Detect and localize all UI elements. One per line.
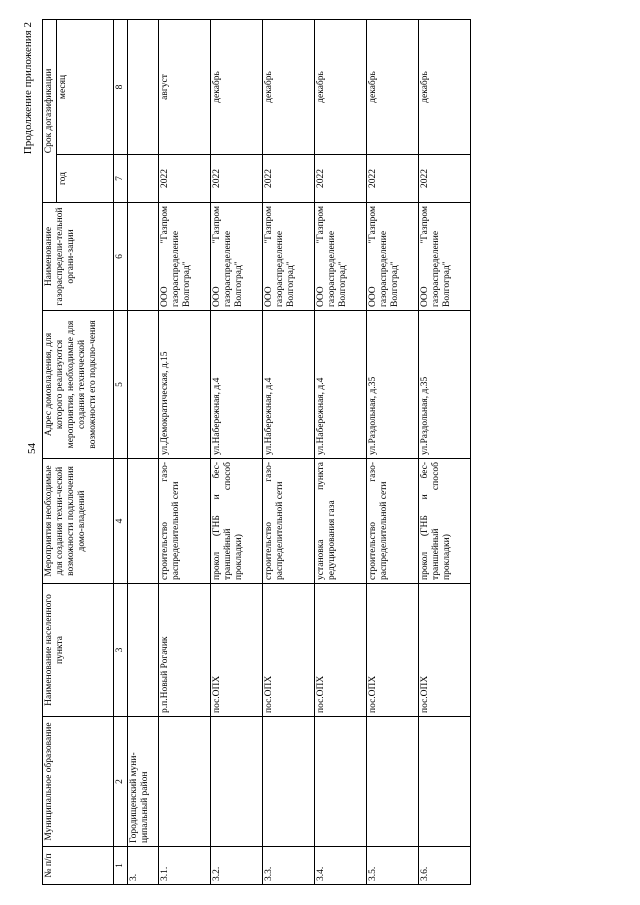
gasification-table bbox=[42, 19, 471, 885]
column-number-row bbox=[114, 19, 128, 884]
row-settlement: пос.ОПХ bbox=[211, 584, 263, 717]
header-deadline: Срок догазификации bbox=[43, 19, 57, 202]
row-settlement: пос.ОПХ bbox=[367, 584, 419, 717]
header-num: № п/п bbox=[43, 847, 114, 885]
table-row bbox=[159, 19, 211, 884]
row-address: ул.Набережная, д.4 bbox=[315, 311, 367, 459]
row-address: ул.Демократическая, д.15 bbox=[159, 311, 211, 459]
row-num: 3.6. bbox=[419, 847, 471, 885]
row-organization: ООО "Газпром газораспределение Волгоград" bbox=[159, 203, 211, 311]
colnum-4: 4 bbox=[114, 459, 128, 584]
row-month: декабрь bbox=[419, 19, 471, 154]
row-num: 3.5. bbox=[367, 847, 419, 885]
row-num: 3.2. bbox=[211, 847, 263, 885]
row-measure: прокол (ГНБ и бес-траншейный способ прокладки) bbox=[211, 459, 263, 584]
header-organization: Наименование газораспредели-тельной органи-зации bbox=[43, 203, 114, 311]
header-year: год bbox=[57, 155, 114, 203]
section-name: Городищенский муни-ципальный район bbox=[128, 717, 159, 847]
row-organization: ООО "Газпром газораспределение Волгоград" bbox=[367, 203, 419, 311]
row-num: 3.1. bbox=[159, 847, 211, 885]
table-row bbox=[263, 19, 315, 884]
row-month: декабрь bbox=[367, 19, 419, 154]
row-settlement: р.п.Новый Рогачик bbox=[159, 584, 211, 717]
continuation-title: Продолжение приложения 2 bbox=[22, 22, 34, 155]
colnum-6: 6 bbox=[114, 203, 128, 311]
header-settlement: Наименование населенного пункта bbox=[43, 584, 114, 717]
colnum-3: 3 bbox=[114, 584, 128, 717]
row-year: 2022 bbox=[315, 155, 367, 203]
row-measure: строительство газо-распределительной сети bbox=[159, 459, 211, 584]
colnum-7: 7 bbox=[114, 155, 128, 203]
rotated-page bbox=[20, 20, 620, 885]
row-settlement: пос.ОПХ bbox=[419, 584, 471, 717]
table-row bbox=[367, 19, 419, 884]
section-row bbox=[128, 19, 159, 884]
row-year: 2022 bbox=[211, 155, 263, 203]
row-year: 2022 bbox=[367, 155, 419, 203]
table-row bbox=[315, 19, 367, 884]
colnum-5: 5 bbox=[114, 311, 128, 459]
row-organization: ООО "Газпром газораспределение Волгоград" bbox=[211, 203, 263, 311]
row-num: 3.3. bbox=[263, 847, 315, 885]
page-number: 54 bbox=[26, 443, 38, 454]
row-month: декабрь bbox=[315, 19, 367, 154]
row-year: 2022 bbox=[159, 155, 211, 203]
row-measure: строительство газо-распределительной сети bbox=[367, 459, 419, 584]
table-row bbox=[211, 19, 263, 884]
row-address: ул.Раздольная, д.35 bbox=[419, 311, 471, 459]
header-measures: Мероприятия необходимые для создания техни-ческой возможности подключения домо-владений bbox=[43, 459, 114, 584]
row-organization: ООО "Газпром газораспределение Волгоград" bbox=[419, 203, 471, 311]
row-year: 2022 bbox=[263, 155, 315, 203]
row-num: 3.4. bbox=[315, 847, 367, 885]
colnum-8: 8 bbox=[114, 19, 128, 154]
colnum-1: 1 bbox=[114, 847, 128, 885]
colnum-2: 2 bbox=[114, 717, 128, 847]
row-measure: установка пункта редуцирования газа bbox=[315, 459, 367, 584]
header-row bbox=[43, 19, 57, 884]
row-address: ул.Раздольная, д.35 bbox=[367, 311, 419, 459]
row-measure: прокол (ГНБ и бес-траншейный способ прокладки) bbox=[419, 459, 471, 584]
row-settlement: пос.ОПХ bbox=[315, 584, 367, 717]
table-row bbox=[419, 19, 471, 884]
section-num: 3. bbox=[128, 847, 159, 885]
row-organization: ООО "Газпром газораспределение Волгоград" bbox=[315, 203, 367, 311]
row-settlement: пос.ОПХ bbox=[263, 584, 315, 717]
row-month: декабрь bbox=[263, 19, 315, 154]
row-address: ул.Набережная, д.4 bbox=[211, 311, 263, 459]
header-municipality: Муниципальное образование bbox=[43, 717, 114, 847]
row-month: декабрь bbox=[211, 19, 263, 154]
header-month: месяц bbox=[57, 19, 114, 154]
row-address: ул.Набережная, д.4 bbox=[263, 311, 315, 459]
header-address: Адрес домовладения, для которого реализуются мероприятия, необходимые для создания технической возможности его подклю-чения bbox=[43, 311, 114, 459]
row-year: 2022 bbox=[419, 155, 471, 203]
row-measure: строительство газо-распределительной сети bbox=[263, 459, 315, 584]
row-organization: ООО "Газпром газораспределение Волгоград" bbox=[263, 203, 315, 311]
row-month: август bbox=[159, 19, 211, 154]
